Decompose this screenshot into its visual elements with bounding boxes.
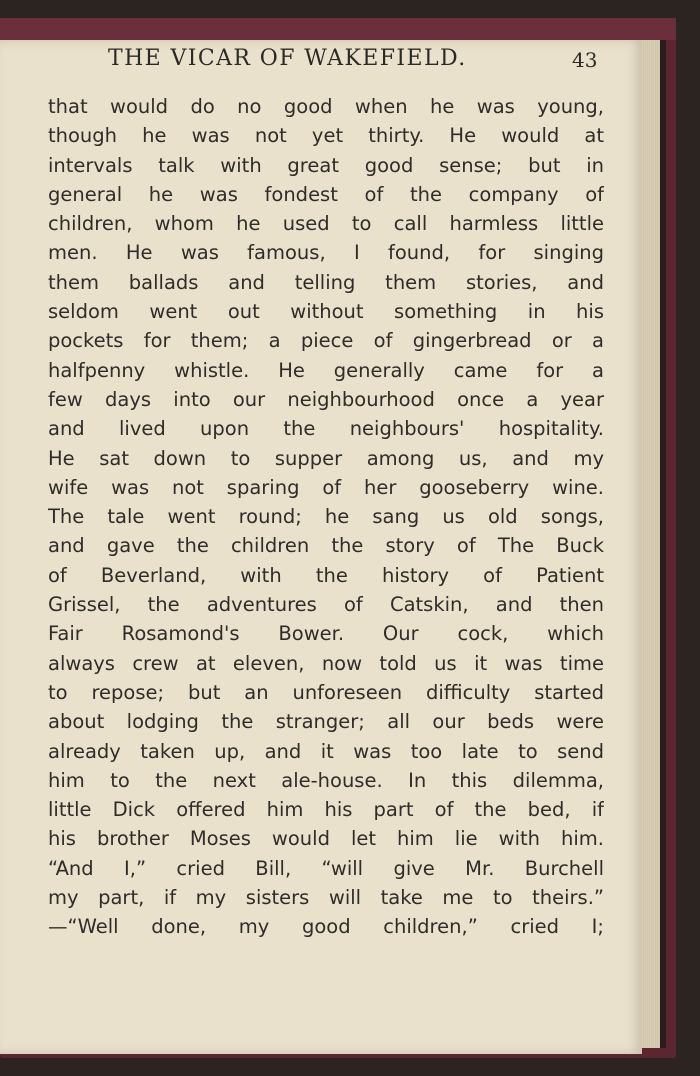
text-line: few days into our neighbourhood once a year (48, 387, 604, 411)
text-line: halfpenny whistle. He generally came for a (48, 358, 604, 382)
running-title: THE VICAR OF WAKEFIELD. (108, 46, 467, 71)
text-line: them ballads and telling them stories, and (48, 270, 604, 294)
text-line: to repose; but an unforeseen difficulty started (48, 680, 604, 704)
text-line: and gave the children the story of The Buck (48, 534, 604, 558)
text-line: —“Well done, my good children,” cried I; (48, 915, 604, 939)
text-line: already taken up, and it was too late to send (48, 739, 604, 763)
page-header (0, 46, 642, 86)
text-line: Fair Rosamond's Bower. Our cock, which (48, 622, 604, 646)
text-line: children, whom he used to call harmless little (48, 212, 604, 236)
text-line: little Dick offered him his part of the bed, if (48, 798, 604, 822)
text-line: about lodging the stranger; all our beds were (48, 710, 604, 734)
text-line: He sat down to supper among us, and my (48, 446, 604, 470)
text-line: of Beverland, with the history of Patient (48, 563, 604, 587)
text-line: Grissel, the adventures of Catskin, and then (48, 593, 604, 617)
text-line: seldom went out without something in his (48, 300, 604, 324)
text-line: “And I,” cried Bill, “will give Mr. Burchell (48, 856, 604, 880)
body-text (48, 92, 604, 942)
text-line: and lived upon the neighbours' hospitality. (48, 417, 604, 441)
text-line: wife was not sparing of her gooseberry wine. (48, 475, 604, 499)
text-line: men. He was famous, I found, for singing (48, 241, 604, 265)
text-line: The tale went round; he sang us old songs, (48, 505, 604, 529)
page-edge-shadow (660, 40, 666, 1048)
text-line: always crew at eleven, now told us it was time (48, 651, 604, 675)
text-line: though he was not yet thirty. He would at (48, 124, 604, 148)
text-line: that would do no good when he was young, (48, 95, 604, 118)
text-line: intervals talk with great good sense; but in (48, 153, 604, 177)
cover-top-band (0, 18, 676, 40)
text-line: my part, if my sisters will take me to theirs.” (48, 886, 604, 910)
text-line: pockets for them; a piece of gingerbread or a (48, 329, 604, 353)
text-line: him to the next ale-house. In this dilemma, (48, 768, 604, 792)
page-number: 43 (572, 48, 598, 72)
text-line: his brother Moses would let him lie with him. (48, 827, 604, 851)
text-line: general he was fondest of the company of (48, 182, 604, 206)
